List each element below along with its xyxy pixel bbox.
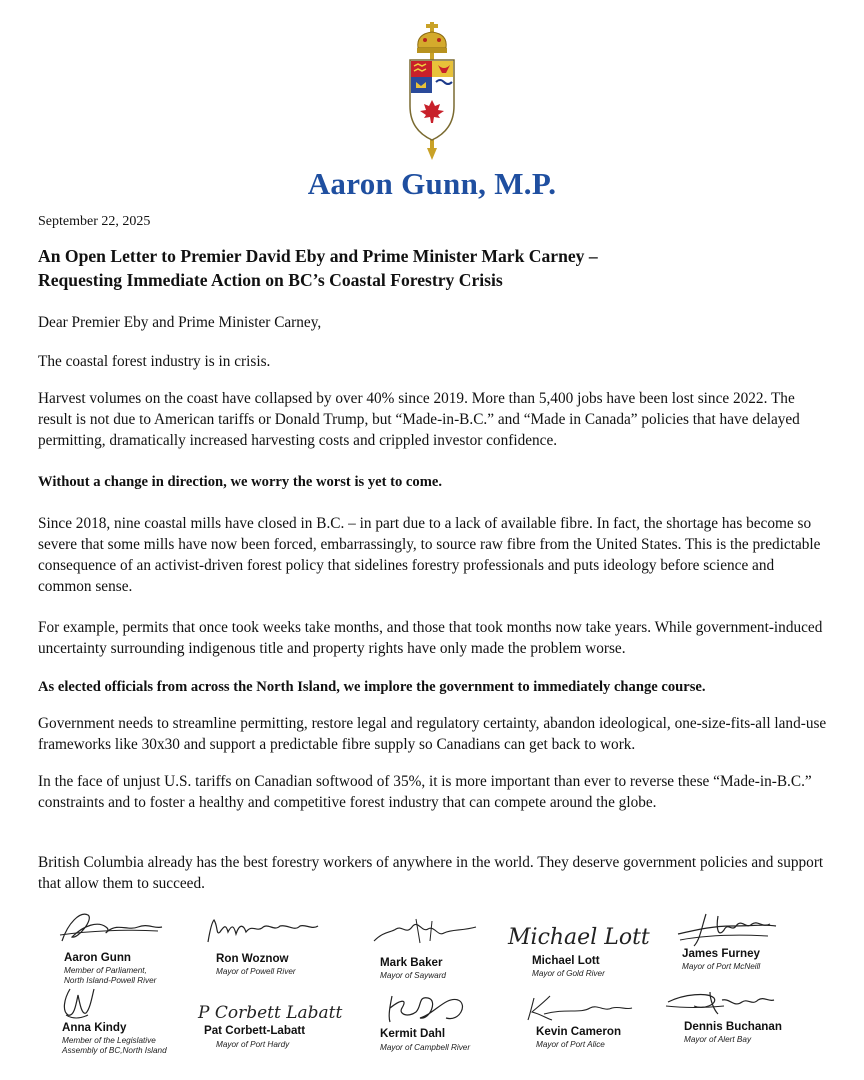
handwritten-signature-icon <box>372 915 482 949</box>
signatory-name: Kermit Dahl <box>380 1027 446 1040</box>
signatory-role: Mayor of Alert Bay <box>684 1035 752 1044</box>
letter-title-line-2: Requesting Immediate Action on BC’s Coastal Forestry Crisis <box>38 270 503 290</box>
handwritten-signature-icon <box>204 912 324 948</box>
paragraph-2: Harvest volumes on the coast have collapsed by over 40% since 2019. More than 5,400 jobs have been lost since 2022. The result is not due to American tariffs or Donald Trump, but “Made-in-B.C.” and “Made in Canada” policies that have delayed permitting, dramatically increased harvesting costs and crippled investor confidence. <box>38 390 800 449</box>
signatory-name: Anna Kindy <box>62 1021 127 1034</box>
signatory-role: Mayor of Campbell River <box>380 1043 471 1052</box>
salutation: Dear Premier Eby and Prime Minister Carney, <box>38 314 322 331</box>
signatory-name: Aaron Gunn <box>64 951 131 964</box>
paragraph-3: Without a change in direction, we worry the worst is yet to come. <box>38 474 442 490</box>
signatory-name: Dennis Buchanan <box>684 1020 782 1033</box>
handwritten-signature-icon <box>672 912 782 948</box>
signatory-name: Ron Woznow <box>216 952 289 965</box>
paragraph-6: As elected officials from across the North Island, we implore the government to immediately change course. <box>38 679 706 695</box>
paragraph-8: In the face of unjust U.S. tariffs on Canadian softwood of 35%, it is more important than ever to reverse these “Made-in-B.C.” constraints and to foster a healthy and competitive forest industry that can compete around the globe. <box>38 773 812 811</box>
signatory-name: Kevin Cameron <box>536 1025 622 1038</box>
signatory-name: Mark Baker <box>380 956 443 969</box>
letter-date: September 22, 2025 <box>38 214 151 229</box>
handwritten-signature-icon <box>664 988 784 1018</box>
letterhead-name: Aaron Gunn, M.P. <box>307 166 557 201</box>
handwritten-signature-icon <box>506 918 650 954</box>
signatory-name: James Furney <box>682 947 760 960</box>
paragraph-5: For example, permits that once took weeks take months, and those that took months now take years. While government-induced uncertainty surrounding indigenous title and property rights have only made the problem worse. <box>38 619 823 657</box>
handwritten-signature-icon <box>196 998 343 1024</box>
signature-text: P Corbett Labatt <box>198 1003 343 1023</box>
signature-text: Michael Lott <box>508 925 650 950</box>
crest-icon <box>398 22 466 162</box>
handwritten-signature-icon <box>372 990 482 1026</box>
letter-title <box>38 244 838 292</box>
handwritten-signature-icon <box>58 905 168 949</box>
signatory-role: Mayor of Port Hardy <box>216 1040 290 1049</box>
paragraph-7: Government needs to streamline permitting, restore legal and regulatory certainty, abandon ideological, one-size-fits-all land-use frameworks like 30x30 and support a predictable fibre supply so Canadians can get back to work. <box>38 715 827 753</box>
signatory-role: Member of Parliament, <box>64 966 147 975</box>
handwritten-signature-icon <box>526 994 636 1022</box>
handwritten-signature-icon <box>58 985 108 1021</box>
paragraph-9: British Columbia already has the best forestry workers of anywhere in the world. They deserve government policies and support that allow them to succeed. <box>38 854 824 892</box>
signatory-role: Member of the Legislative <box>62 1036 156 1045</box>
signatory-role: North Island-Powell River <box>64 976 157 985</box>
signatory-role: Assembly of BC,North Island <box>62 1046 167 1055</box>
signatory-role: Mayor of Port Alice <box>536 1040 605 1049</box>
letter-title-line-1: An Open Letter to Premier David Eby and Prime Minister Mark Carney – <box>38 246 598 266</box>
signatory-name: Michael Lott <box>532 954 600 967</box>
paragraph-1: The coastal forest industry is in crisis. <box>38 353 271 370</box>
signatory-role: Mayor of Gold River <box>532 969 605 978</box>
signatory-role: Mayor of Port McNeill <box>682 962 761 971</box>
paragraph-4: Since 2018, nine coastal mills have closed in B.C. – in part due to a lack of available fibre. In fact, the shortage has become so severe that some mills have now been forced, embarrassingly, to source raw fibre from the United States. This is the predictable consequence of an activist-driven forest policy that sidelines forestry professionals and puts ideology before science and common sense. <box>38 515 821 595</box>
signatory-role: Mayor of Sayward <box>380 971 446 980</box>
signatory-role: Mayor of Powell River <box>216 967 296 976</box>
signatory-name: Pat Corbett-Labatt <box>204 1024 306 1037</box>
